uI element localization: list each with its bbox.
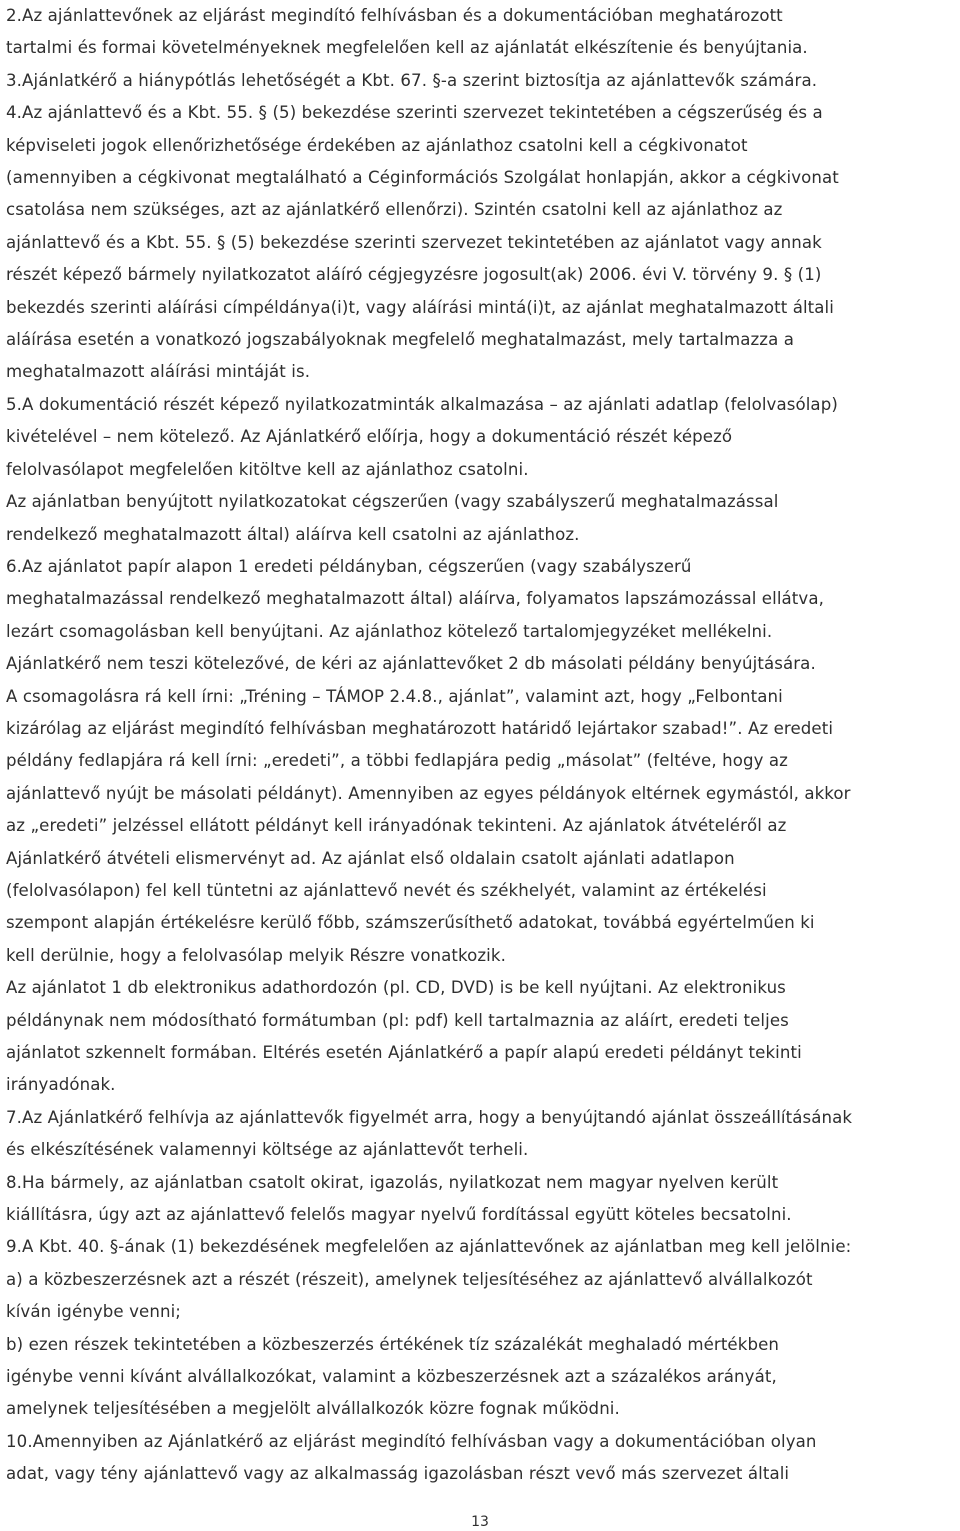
paragraph-5: 5.A dokumentáció részét képező nyilatkozatminták alkalmazása – az ajánlati adatlap (felolvasólap) kivételével – nem kötelező. Az Ajánlatkérő előírja, hogy a dokumentáció részét képező felolvasólapot megfelelően kitöltve kell az ajánlathoz csatolni. xyxy=(6,394,838,479)
paragraph-2: 2.Az ajánlattevőnek az eljárást megindító felhívásban és a dokumentációban meghatározott tartalmi és formai követelményeknek megfelelően kell az ajánlatát elkészítenie és benyújtania. xyxy=(6,6,808,58)
paragraph-4: 4.Az ajánlattevő és a Kbt. 55. § (5) bekezdése szerinti szervezet tekintetében a cégszerűség és a képviseleti jogok ellenőrizhetősége érdekében az ajánlathoz csatolni kell a cégkivonatot (amennyiben a cégkivonat megtalálható a Céginformációs Szolgálat honlapján, akkor a cégkivonat csatolása nem szükséges, azt az ajánlatkérő ellenőrzi). Szintén csatolni kell az ajánlathoz az ajánlattevő és a Kbt. 55. § (5) bekezdése szerinti szervezet tekintetében az ajánlatot vagy annak részét képező bármely nyilatkozatot aláíró cégjegyzésre jogosult(ak) 2006. évi V. törvény 9. § (1) bekezdés szerinti aláírási címpéldánya(i)t, vagy aláírási mintá(i)t, az ajánlat meghatalmazott általi aláírása esetén a vonatkozó jogszabályoknak megfelelő meghatalmazást, mely tartalmazza a meghatalmazott aláírási mintáját is. xyxy=(6,103,839,382)
paragraph-6-electronic: Az ajánlatot 1 db elektronikus adathordozón (pl. CD, DVD) is be kell nyújtani. Az elektronikus példánynak nem módosítható formátumban (pl: pdf) kell tartalmaznia az aláírt, eredeti teljes ajánlatot szkennelt formában. Eltérés esetén Ajánlatkérő a papír alapú eredeti példányt tekinti irányadónak. xyxy=(6,978,802,1095)
paragraph-5-signing: Az ajánlatban benyújtott nyilatkozatokat cégszerűen (vagy szabályszerű meghatalmazással rendelkező meghatalmazott által) aláírva kell csatolni az ajánlathoz. xyxy=(6,492,779,544)
paragraph-7: 7.Az Ajánlatkérő felhívja az ajánlattevők figyelmét arra, hogy a benyújtandó ajánlat összeállításának és elkészítésének valamennyi költsége az ajánlattevőt terheli. xyxy=(6,1107,853,1160)
paragraph-10: 10.Amennyiben az Ajánlatkérő az eljárást megindító felhívásban vagy a dokumentációban olyan adat, vagy tény ajánlattevő vagy az alkalmasság igazolásban részt vevő más szervezet általi xyxy=(6,1431,817,1484)
paragraph-8: 8.Ha bármely, az ajánlatban csatolt okirat, igazolás, nyilatkozat nem magyar nyelven került kiállításra, úgy azt az ajánlattevő felelős magyar nyelvű fordítással együtt köteles becsatolni. xyxy=(6,1172,792,1225)
paragraph-3: 3.Ajánlatkérő a hiánypótlás lehetőségét a Kbt. 67. §-a szerint biztosítja az ajánlattevők számára. xyxy=(6,70,818,90)
page-number: 13 xyxy=(471,1514,489,1530)
paragraph-9: 9.A Kbt. 40. §-ának (1) bekezdésének megfelelően az ajánlattevőnek az ajánlatban meg kell jelölnie: a) a közbeszerzésnek azt a részét (részeit), amelynek teljesítéséhez az ajánlattevő alvállalkozót kíván igénybe venni; b) ezen részek tekintetében a közbeszerzés értékének tíz százalékát meghaladó mértékben igénybe venni kívánt alvállalkozókat, valamint a közbeszerzésnek azt a százalékos arányát, amelynek teljesítésében a megjelölt alvállalkozók közre fognak működni. xyxy=(6,1237,852,1419)
paragraph-6: 6.Az ajánlatot papír alapon 1 eredeti példányban, cégszerűen (vagy szabályszerű meghatalmazással rendelkező meghatalmazott által) aláírva, folyamatos lapszámozással ellátva, lezárt csomagolásban kell benyújtani. Az ajánlathoz kötelező tartalomjegyzéket mellékelni. Ajánlatkérő nem teszi kötelezővé, de kéri az ajánlattevőket 2 db másolati példány benyújtására. A csomagolásra rá kell írni: „Tréning – TÁMOP 2.4.8., ajánlat”, valamint azt, hogy „Felbontani kizárólag az eljárást megindító felhívásban meghatározott határidő lejártakor szabad!”. Az eredeti példány fedlapjára rá kell írni: „eredeti”, a többi fedlapjára pedig „másolat” (feltéve, hogy az ajánlattevő nyújt be másolati példányt). Amennyiben az egyes példányok eltérnek egymástól, akkor az „eredeti” jelzéssel ellátott példányt kell irányadónak tekinteni. Az ajánlatok átvételéről az Ajánlatkérő átvételi elismervényt ad. Az ajánlat első oldalain csatolt ajánlati adatlapon (felolvasólapon) fel kell tüntetni az ajánlattevő nevét és székhelyét, valamint az értékelési szempont alapján értékelésre kerülő főbb, számszerűsíthető adatokat, továbbá egyértelműen ki kell derülnie, hogy a felolvasólap melyik Részre vonatkozik. xyxy=(6,556,851,965)
document-body xyxy=(6,0,954,1491)
